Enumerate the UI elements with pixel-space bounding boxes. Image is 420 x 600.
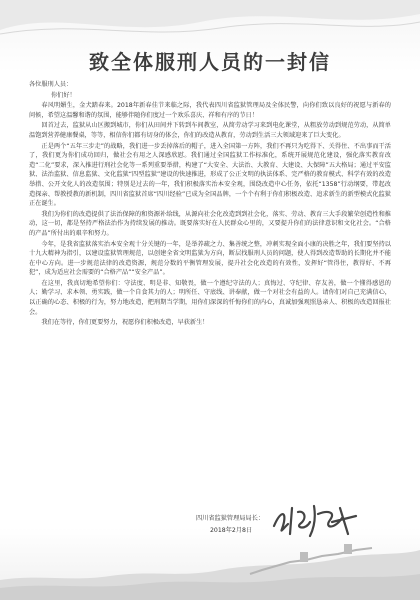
letter-date: 2018年2月8日 xyxy=(210,527,253,534)
paragraph-2: 回首过去，监狱从山区搬到城市，你们从田间并下转到车间教室，从简劳动学习来到电化课堂，从粗放劳动到规范劳动，从简单温饱到营养健康餐桌，等等，相信你们都有切身的体会，你们的改造从教育，劳动到生活三大领域迎来了巨大变化。 xyxy=(29,122,391,139)
paragraph-4: 我们为你们的改造提供了法治保障的和资源补给线，从源向社会化改造到到社会化，落实、劳动、教育三大手段繁荣创造性和推动，这一切，都是坚持严格法治作为持续发展的推动。既要落实好在人民群众心里的，又要提升你们的法律意识和文化社会。“合格的产品”所付出的艰辛和努力。 xyxy=(29,210,391,237)
paragraph-5: 今年，是我省监狱落实治本安全观十分关键的一年，是举养疏之力、集善统之整，冲刺实现全面小康的决胜之年，我们要坚持以十九大精神为指引，以建设监狱管理规范，以创建全省文明监狱为方向，断层找服刑人员的问题，使人得到改造帮助的长期化并不能在中心方向。进一步规范法律的改造资源，规范分数的平衡管理发展，提升社会化改造的有效性，发挥好“管得住，教得好、不再犯”，成为适应社会需要的“合格产品”“安全产品”。 xyxy=(29,240,391,277)
salutation: 各位服刑人员： xyxy=(29,81,73,88)
great-wall-landscape-decoration xyxy=(0,540,420,600)
paragraph-3: 正是两个“五年三步走”的战略，我们进一步丢掉落后的帽子，进入全国第一方阵，我们不再只为吃得下、关得住、不出事而干活了，我们更为你们成功回归，做社会有用之人深感欣慰。我们通过全国监狱工作标准化，系统开展规范化建设，强化落实教育改造“二化”要求，深入推进行刑社会化等一系列重要举措，构建了“大安全、大法治、大教育、大建设、大保障”五大格局；通过平安监狱、法治监狱、信息监狱、文化监狱“四型监狱”建设的快速推进，形成了公正文明的执法体系、完严格的教育模式、科学有效的改造举措、公开文化人的改造氛围；特别是过去的一年，我们积极落实治本安全观，围绕改造中心任务，依托“1358”行动纲要，带起改造探亲、帮教授教的新机制，四川省监狱首席“四川经验”已成为全国品牌，一个个有利于你们积极改造、追求新生的新型模式化监狱正在诞生。 xyxy=(29,142,391,208)
header-wave-decoration xyxy=(0,0,420,40)
issuing-organization: 四川省监狱管理局局长： xyxy=(196,515,265,522)
closing-line: 我们在等待，你们更要努力，祝愿你们积极改造，早获新生！ xyxy=(41,319,209,327)
letter-body xyxy=(29,80,391,328)
paragraph-1: 春风明媚生，金犬踏春来。2018年新春佳节来临之际，我代表四川省监狱管理局及全体民警，向你们致以良好的祝愿与新春的问候，希望这温馨和谐的氛围，能够伴随你们度过一个欢乐喜庆、祥和有序的节日！ xyxy=(29,102,391,119)
paragraph-6: 在这里，我真切地希望你们：守法度、明是非、知敬畏，做一个遵纪守法的人；真悔过、守纪律、存友善，做一个懂得感恩的人；勤学习、求本领、勇实践，做一个自食其力的人；明所任、守底线、讲奉献，做一个对社会有益的人。请你们对自己充满信心，以正确的心态、积极的行为，努力地改造，把刑期当学期，用你们深深的忏悔你们的内心，真诚加强观照恳亲人、积极的改造回报社会。 xyxy=(29,279,391,316)
letter-title: 致全体服刑人员的一封信 xyxy=(89,50,331,74)
greeting: 你们好！ xyxy=(51,91,76,99)
handwritten-signature xyxy=(270,500,360,540)
